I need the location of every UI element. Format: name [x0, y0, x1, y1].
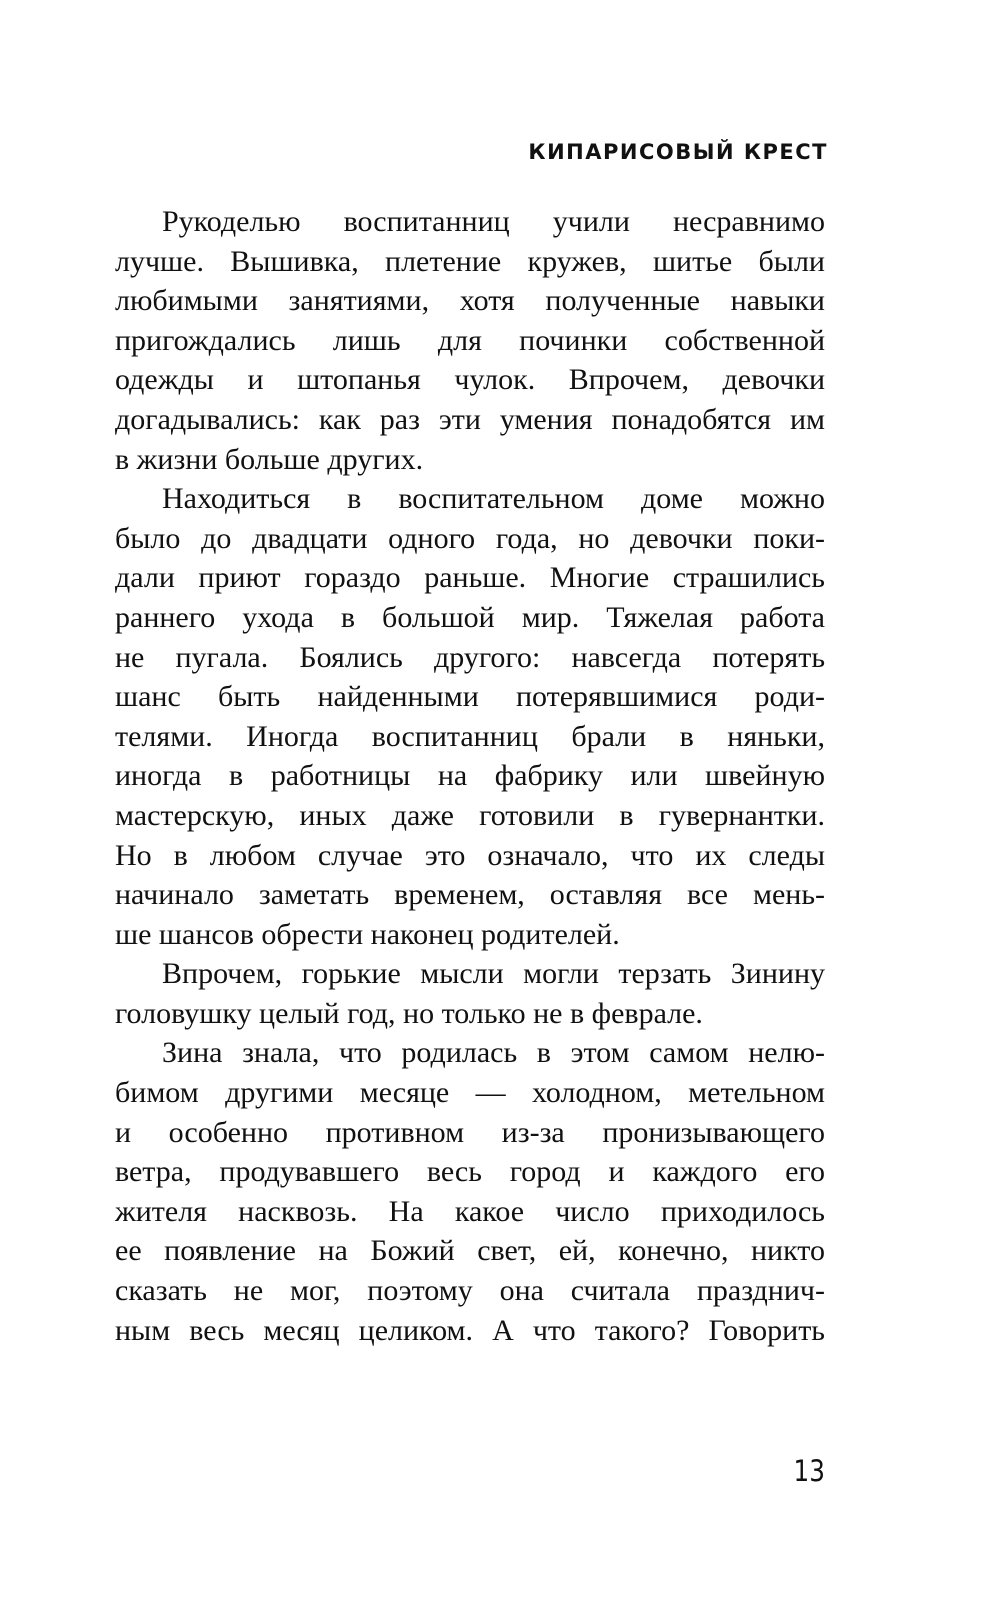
- text-line: Рукоделью воспитанниц учили несравнимо: [162, 205, 825, 238]
- text-line: любимыми занятиями, хотя полученные навыки: [115, 284, 825, 318]
- text-line: не пугала. Боялись другого: навсегда потерять: [115, 640, 825, 674]
- paragraph: [115, 202, 825, 479]
- text-line: догадывались: как раз эти умения понадобятся им: [115, 402, 825, 436]
- body-text: [115, 202, 825, 1350]
- paragraph: [115, 954, 825, 1033]
- text-line: шанс быть найденными потерявшимися роди-: [115, 680, 825, 714]
- text-line: Находиться в воспитательном доме можно: [162, 482, 825, 516]
- text-line: дали приют гораздо раньше. Многие страшились: [115, 561, 825, 595]
- text-line: одежды и штопанья чулок. Впрочем, девочки: [115, 363, 825, 397]
- text-line: жителя насквозь. На какое число приходилось: [115, 1194, 825, 1228]
- text-line: раннего ухода в большой мир. Тяжелая работа: [115, 600, 825, 634]
- paragraph: [115, 1033, 825, 1350]
- text-line: ветра, продувавшего весь город и каждого его: [115, 1155, 825, 1189]
- text-line: лучше. Вышивка, плетение кружев, шитье были: [115, 244, 825, 278]
- text-line: сказать не мог, поэтому она считала празднич-: [115, 1274, 825, 1308]
- text-line: Зина знала, что родилась в этом самом нелю-: [162, 1036, 825, 1070]
- text-line: начинало заметать временем, оставляя все мень-: [115, 878, 825, 912]
- text-line: Впрочем, горькие мысли могли терзать Зинину: [162, 957, 825, 991]
- text-line: и особенно противном из-за пронизывающего: [115, 1115, 825, 1149]
- text-line: ным весь месяц целиком. А что такого? Говорить: [115, 1313, 825, 1347]
- text-line: Но в любом случае это означало, что их следы: [115, 838, 825, 872]
- text-line: головушку целый год, но только не в феврале.: [115, 996, 703, 1030]
- text-line: иногда в работницы на фабрику или швейную: [115, 759, 825, 793]
- text-line: бимом другими месяце — холодном, метельном: [115, 1076, 825, 1110]
- page-number: 13: [793, 1454, 825, 1488]
- text-line: мастерскую, иных даже готовили в гувернантки.: [115, 798, 825, 832]
- text-line: было до двадцати одного года, но девочки поки-: [115, 521, 825, 555]
- text-line: телями. Иногда воспитанниц брали в няньки,: [115, 719, 825, 753]
- text-line: в жизни больше других.: [115, 442, 424, 476]
- paragraph: [115, 479, 825, 954]
- text-line: ее появление на Божий свет, ей, конечно, никто: [115, 1234, 825, 1268]
- text-line: ше шансов обрести наконец родителей.: [115, 917, 620, 951]
- text-line: пригождались лишь для починки собственной: [115, 323, 825, 357]
- running-head: КИПАРИСОВЫЙ КРЕСТ: [528, 140, 828, 164]
